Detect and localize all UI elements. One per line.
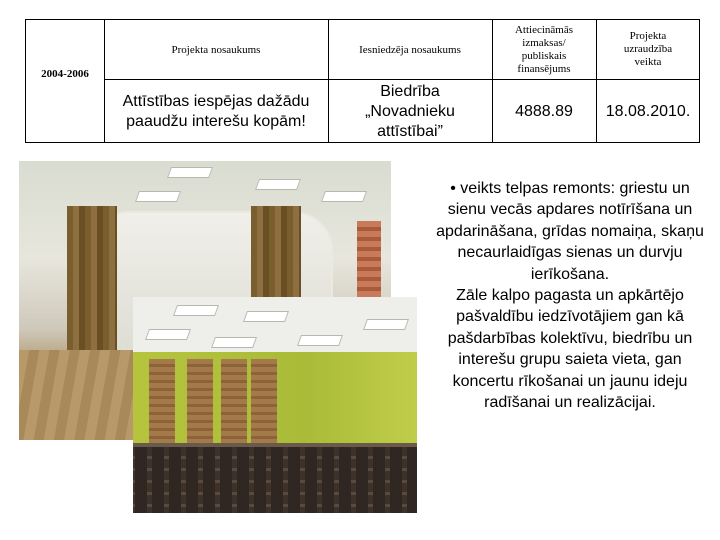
header-monitoring: Projekta uzraudzība veikta: [623, 30, 673, 68]
monitoring-date-value: 18.08.2010.: [605, 103, 691, 120]
project-table: [25, 19, 700, 143]
project-name-value: Attīstības iespējas dažādu paaudžu interešu kopām!: [122, 93, 310, 130]
description-works: • veikts telpas remonts: griestu un sienu vecās apdares notīrīšana un apdarināšana, grīdas nomaiņa, skaņu necaurlaidīgas sienas un durvju ierīkošana.: [436, 180, 704, 283]
hall-seating-photo: [133, 297, 417, 513]
header-project-name: Projekta nosaukums: [171, 44, 261, 56]
header-applicant-name: Iesniedzēja nosaukums: [359, 44, 461, 56]
eligible-costs-value: 4888.89: [515, 103, 573, 120]
applicant-name-value: Biedrība „Novadnieku attīstībai”: [365, 83, 455, 140]
header-eligible-costs: Attiecināmās izmaksas/ publiskais finansējums: [514, 23, 574, 75]
description-purpose: Zāle kalpo pagasta un apkārtējo pašvaldību iedzīvotājiem gan kā pašdarbības kolektīvu, biedrību un interešu grupu saieta vieta, gan koncertu rīkošanai un jaunu ideju radīšanai un realizācijai.: [447, 287, 693, 412]
project-description: [434, 178, 706, 413]
period-label: 2004-2006: [41, 67, 89, 80]
